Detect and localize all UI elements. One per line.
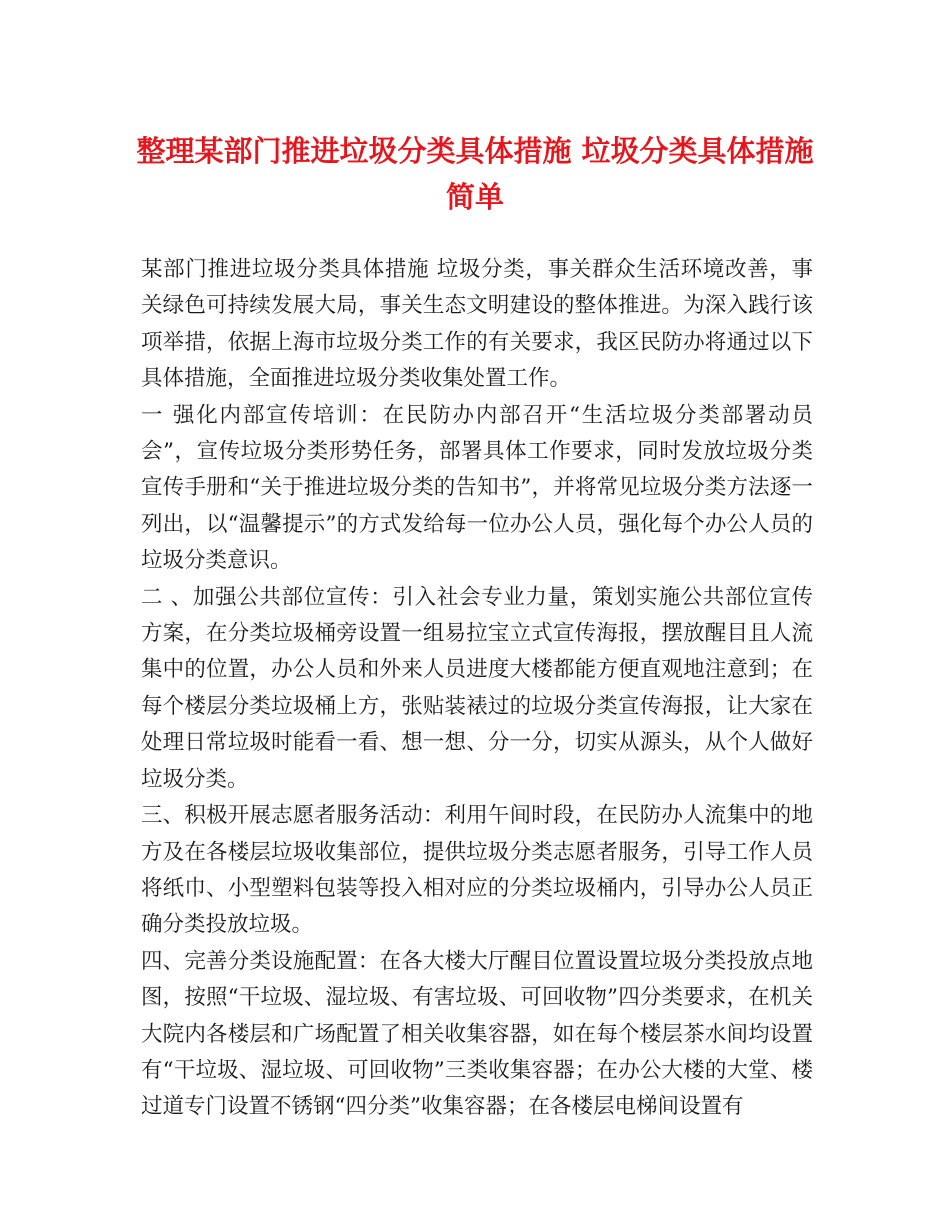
document-body xyxy=(141,252,813,1126)
document-title xyxy=(120,128,830,220)
title-line-2: 简单 xyxy=(445,180,504,214)
paragraph-measure-3: 三、积极开展志愿者服务活动：利用午间时段，在民防办人流集中的地方及在各楼层垃圾收集部位，提供垃圾分类志愿者服务，引导工作人员将纸巾、小型塑料包装等投入相对应的分类垃圾桶内，引导办公人员正确分类投放垃圾。 xyxy=(141,803,813,938)
paragraph-intro: 某部门推进垃圾分类具体措施 垃圾分类，事关群众生活环境改善，事关绿色可持续发展大局，事关生态文明建设的整体推进。为深入践行该项举措，依据上海市垃圾分类工作的有关要求，我区民防办将通过以下具体措施，全面推进垃圾分类收集处置工作。 xyxy=(141,257,813,392)
paragraph-measure-4: 四、完善分类设施配置：在各大楼大厅醒目位置设置垃圾分类投放点地图，按照“干垃圾、湿垃圾、有害垃圾、可回收物”四分类要求，在机关大院内各楼层和广场配置了相关收集容器，如在每个楼层茶水间均设置有“干垃圾、湿垃圾、可回收物”三类收集容器；在办公大楼的大堂、楼过道专门设置不锈钢“四分类”收集容器；在各楼层电梯间设置有 xyxy=(141,948,813,1120)
title-line-1: 整理某部门推进垃圾分类具体措施 垃圾分类具体措施 xyxy=(136,134,814,168)
paragraph-measure-1: 一 强化内部宣传培训：在民防办内部召开“生活垃圾分类部署动员会”，宣传垃圾分类形势任务，部署具体工作要求，同时发放垃圾分类宣传手册和“关于推进垃圾分类的告知书”，并将常见垃圾分类方法逐一列出，以“温馨提示”的方式发给每一位办公人员，强化每个办公人员的垃圾分类意识。 xyxy=(141,402,813,574)
paragraph-measure-2: 二 、加强公共部位宣传：引入社会专业力量，策划实施公共部位宣传方案，在分类垃圾桶旁设置一组易拉宝立式宣传海报，摆放醒目且人流集中的位置，办公人员和外来人员进度大楼都能方便直观地注意到；在每个楼层分类垃圾桶上方，张贴装裱过的垃圾分类宣传海报，让大家在处理日常垃圾时能看一看、想一想、分一分，切实从源头，从个人做好垃圾分类。 xyxy=(141,584,813,792)
